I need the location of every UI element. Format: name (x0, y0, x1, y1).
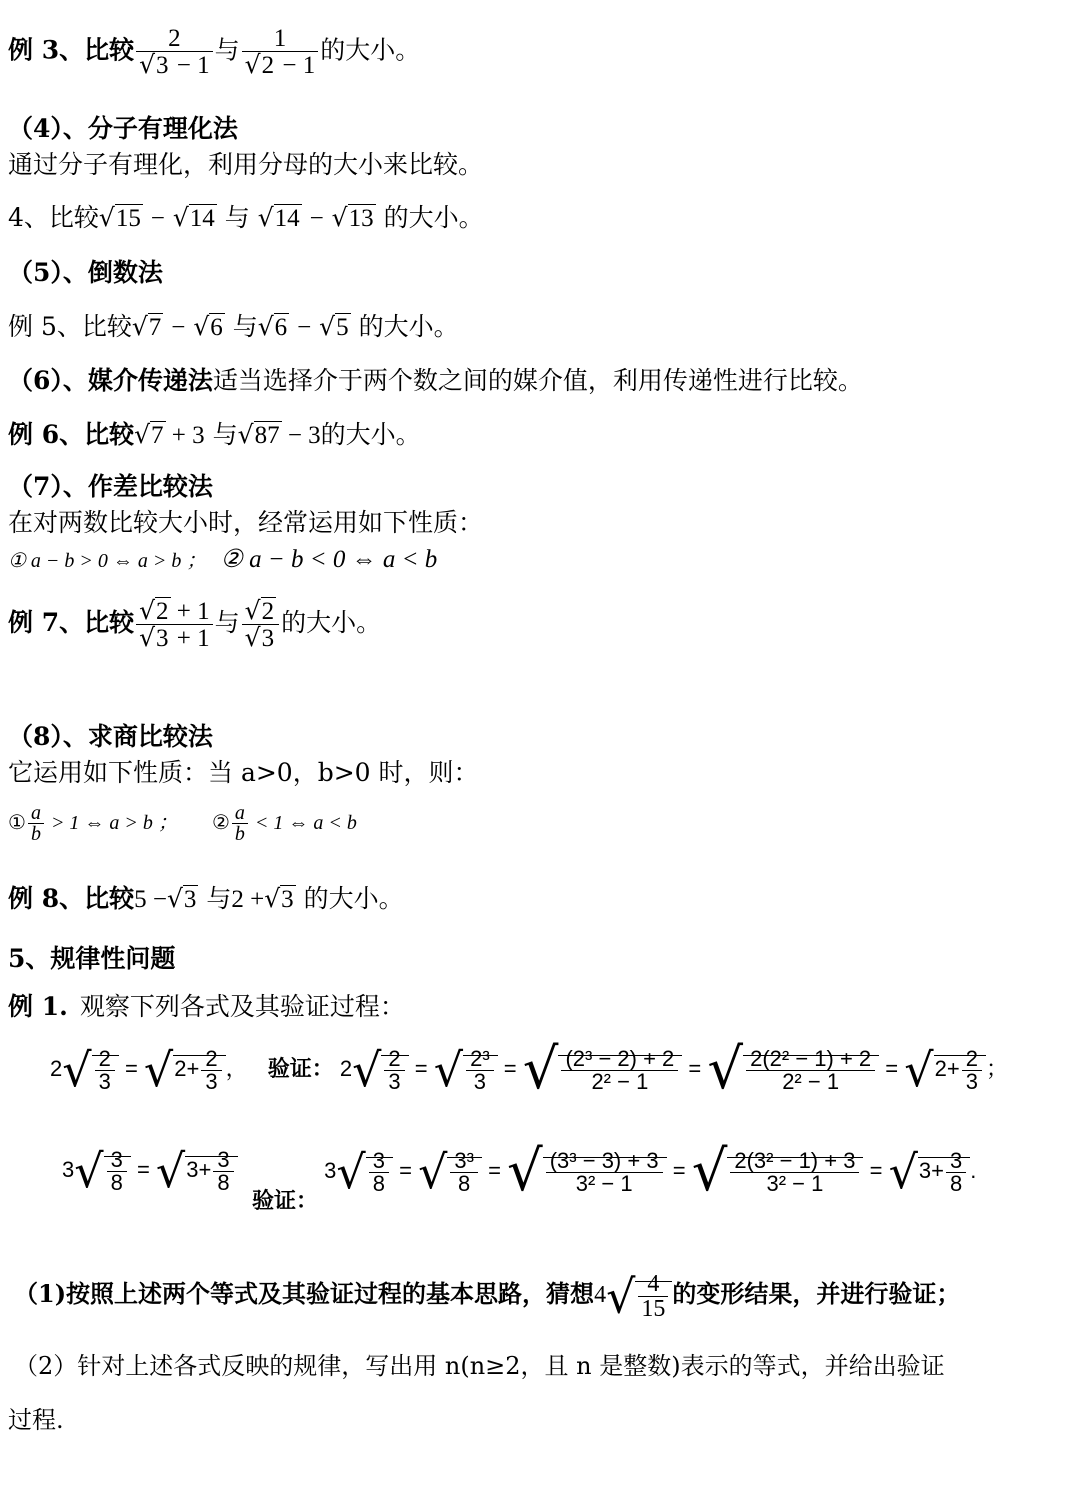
sqrt: √6 (193, 312, 223, 341)
section-8-properties: ① $\frac{a}{b}$ > 1 ⇔ a > b ； ② $\frac{a}{b}$ < 1 ⇔ a < b (8, 802, 357, 845)
example-6: 例 6、比较√7 + 3 与√87 − 3的大小。 (8, 420, 421, 449)
fraction-a: $\frac{2}{√3 - 1}$ (136, 26, 213, 78)
section-8-title: （8）、求商比较法 (8, 722, 213, 751)
example-3-prefix: 例 3、比较 (8, 35, 135, 65)
sqrt: √ $\frac{2}{3}$ (352, 1047, 409, 1093)
sqrt: √2 (139, 596, 169, 625)
sqrt: √3 (139, 623, 169, 652)
sqrt: √ $\frac{\text{2(3² − 1) + 3}}{\text{3² − 1}}$ (692, 1144, 864, 1200)
sqrt: √14 (257, 203, 300, 232)
sqrt: √13 (331, 203, 374, 232)
question-1: （1)按照上述两个等式及其验证过程的基本思路，猜想4√ $\frac{4}{15}$ 的变形结果，并进行验证； (14, 1269, 961, 1324)
section-4-desc: 通过分子有理化，利用分母的大小来比较。 (8, 150, 484, 179)
sqrt: √3 (264, 884, 294, 913)
sqrt: √14 (172, 203, 215, 232)
section-5-title: （5）、倒数法 (8, 258, 163, 287)
example-5: 例 5、比较√7 − √6 与√6 − √5 的大小。 (8, 312, 459, 341)
sqrt: √5 (319, 312, 349, 341)
example-8: 例 8、比较5 −√3 与2 +√3 的大小。 (8, 884, 404, 913)
section-6-desc: 适当选择介于两个数之间的媒介值，利用传递性进行比较。 (212, 366, 863, 395)
equation-row-1: 2√ $\frac{2}{3}$ = √2+ $\frac{2}{3}$ ， 验证： 2√ $\frac{2}{3}$ = √ $\frac{\text{2³}}{3}$ = √ $\frac{\text{(2³ − 2) + 2}}{\text{2² − 1}}$ = √ $\frac{\text{2(2² − 1) + 2}}{\text{2² − 1}}$ = √2+ $\frac{2}{3}$ ； (50, 1037, 1008, 1102)
connector: 与 (214, 35, 240, 65)
question-2-line-1: （2）针对上述各式反映的规律，写出用 n(n≥2，且 n 是整数)表示的等式，并给出验证 (14, 1352, 945, 1380)
sqrt: √2+ $\frac{2}{3}$ (904, 1047, 986, 1093)
section-4-title: （4）、分子有理化法 (8, 114, 238, 143)
sqrt: √3 (166, 884, 197, 913)
fraction-a-over-b: $\frac{a}{b}$ (28, 803, 44, 844)
section-6 (8, 368, 863, 393)
sqrt: √ $\frac{\text{2(2² − 1) + 2}}{\text{2² − 1}}$ (707, 1042, 879, 1098)
sqrt: √ $\frac{\text{2³}}{3}$ (434, 1047, 498, 1093)
section-7-title: （7）、作差比较法 (8, 472, 213, 501)
sqrt: √15 (98, 203, 141, 232)
sqrt: √ $\frac{3}{8}$ (336, 1149, 393, 1195)
example-3 (8, 26, 420, 78)
sqrt: √3 (139, 50, 169, 79)
sqrt: √ $\frac{\text{(3³ − 3) + 3}}{\text{3² − 1}}$ (507, 1144, 667, 1200)
sqrt: √ $\frac{4}{15}$ (606, 1272, 672, 1321)
sqrt: √7 (134, 420, 164, 449)
suffix: 的大小。 (320, 35, 421, 65)
example-7: 例 7、比较 $\frac{√2 + 1}{√3 + 1}$ 与 $\frac{√2}{√3}$ 的大小。 (8, 596, 382, 652)
section-6-title: （6）、媒介传递法 (8, 366, 213, 395)
fraction-a: $\frac{√2 + 1}{√3 + 1}$ (136, 598, 213, 651)
sqrt: √3+ $\frac{3}{8}$ (889, 1149, 971, 1195)
sqrt: √87 (237, 420, 280, 449)
verify-label: 验证： (252, 1187, 319, 1214)
sqrt: √ $\frac{\text{3³}}{8}$ (418, 1149, 482, 1195)
section-7-desc: 在对两数比较大小时，经常运用如下性质： (8, 508, 484, 537)
equation-row-2-right: 验证： 3√ $\frac{3}{8}$ = √ $\frac{\text{3³}}{8}$ = √ $\frac{\text{(3³ − 3) + 3}}{\text{3² − 1}}$ = √ $\frac{\text{2(3² − 1) + 3}}{\text{3² − 1}}$ = √3+ $\frac{3}{8}$ . (252, 1139, 977, 1214)
sqrt: √2 (244, 596, 275, 625)
sqrt: √2 (244, 50, 275, 79)
section-regularity-title: 5、规律性问题 (8, 944, 176, 973)
fraction-a-over-b: $\frac{a}{b}$ (232, 803, 248, 844)
sqrt: √3 (244, 623, 275, 652)
sqrt: √3+ $\frac{3}{8}$ (156, 1148, 238, 1194)
fraction-b (242, 598, 279, 651)
question-4: 4、比较√15 − √14 与 √14 − √13 的大小。 (8, 203, 484, 232)
equation-row-2-left: 3√ $\frac{3}{8}$ = √3+ $\frac{3}{8}$ (62, 1148, 238, 1194)
section-8-desc: 它运用如下性质：当 a>0，b>0 时，则： (8, 758, 479, 787)
property-2: ② a − b < 0 ⇔ a < b (220, 546, 438, 573)
sqrt: √ $\frac{\text{(2³ − 2) + 2}}{\text{2² − 1}}$ (523, 1042, 683, 1098)
sqrt: √6 (257, 312, 288, 341)
verify-label: 验证： (267, 1055, 334, 1082)
section-7-properties (8, 546, 437, 572)
sqrt: √ $\frac{3}{8}$ (74, 1148, 131, 1194)
sqrt: √ $\frac{2}{3}$ (62, 1047, 119, 1093)
example-1: 例 1. 观察下列各式及其验证过程： (8, 992, 405, 1021)
sqrt: √2+ $\frac{2}{3}$ (144, 1047, 226, 1093)
fraction-b: $\frac{1}{√2 - 1}$ (242, 26, 319, 78)
question-2-line-2: 过程. (8, 1406, 64, 1434)
sqrt: √7 (131, 312, 162, 341)
property-1: ① a − b > 0 ⇔ a > b ； (8, 550, 207, 572)
